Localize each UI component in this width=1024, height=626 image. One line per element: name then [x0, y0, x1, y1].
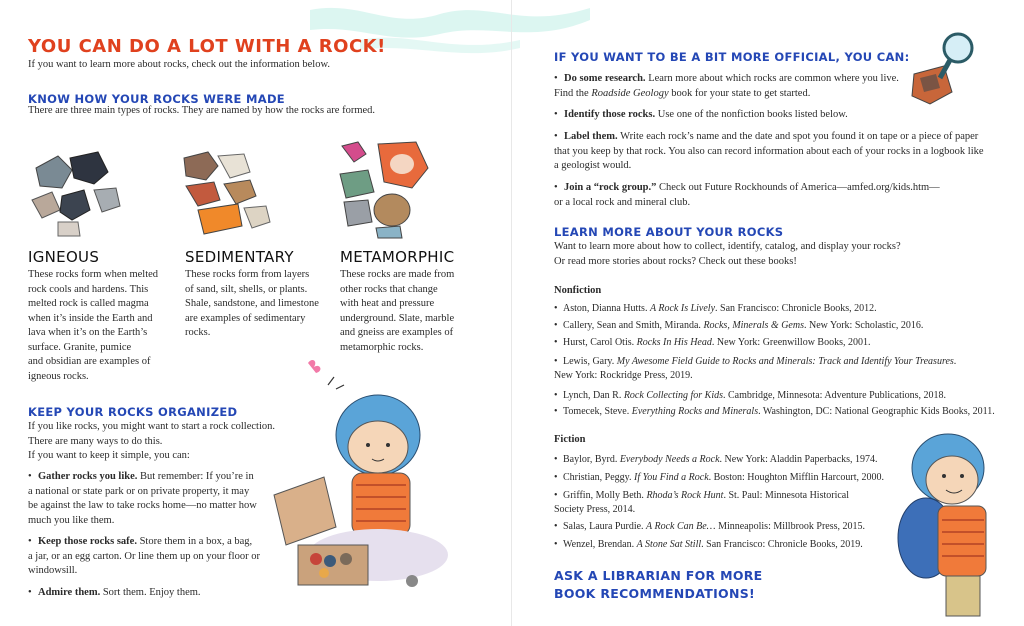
official-label: • Label them. Write each rock’s name and the date and spot you found it on tape or a piece of paper that you keep by that rock. You also can record information about each of your rocks in a logbook like a geologist would. — [554, 131, 984, 171]
fiction-ref: • Griffin, Molly Beth. Rhoda’s Rock Hunt. St. Paul: Minnesota Historical Society Press, 2014. — [554, 490, 850, 515]
organized-text: If you like rocks, you might want to start a rock collection. There are many ways to do this. If you want to keep it simple, you can: — [28, 421, 275, 461]
fiction-ref: • Wenzel, Brendan. A Stone Sat Still. San Francisco: Chronicle Books, 2019. — [554, 539, 863, 550]
nonfiction-ref: • Callery, Sean and Smith, Miranda. Rocks, Minerals & Gems. New York: Scholastic, 2016. — [554, 320, 924, 331]
child-with-rock-box-illustration — [268, 355, 458, 605]
tip-admire: • Admire them. Sort them. Enjoy them. — [28, 587, 201, 598]
learn-text: Want to learn more about how to collect, identify, catalog, and display your rocks? Or read more stories about rocks? Check out these books! — [554, 241, 901, 267]
fiction-label: Fiction — [554, 434, 586, 445]
page-title: YOU CAN DO A LOT WITH A ROCK! — [28, 36, 386, 57]
fiction-ref: • Salas, Laura Purdie. A Rock Can Be… Minneapolis: Millbrook Press, 2015. — [554, 521, 866, 532]
nonfiction-ref: • Lynch, Dan R. Rock Collecting for Kids. Cambridge, Minnesota: Adventure Publications, 2018. — [554, 390, 947, 401]
sedimentary-description: These rocks form from layers of sand, silt, shells, or plants. Shale, sandstone, and limestone are examples of sedimentary rocks. — [185, 269, 319, 338]
nonfiction-label: Nonfiction — [554, 285, 602, 296]
page-spine — [511, 0, 512, 626]
nonfiction-ref: • Aston, Dianna Hutts. A Rock Is Lively. San Francisco: Chronicle Books, 2012. — [554, 303, 877, 314]
organized-heading: KEEP YOUR ROCKS ORGANIZED — [28, 405, 238, 419]
sedimentary-rocks-illustration — [178, 148, 278, 240]
metamorphic-description: These rocks are made from other rocks that change with heat and pressure underground. Slate, marble and gneiss are examples of metamorphic rocks. — [340, 269, 455, 353]
nonfiction-ref: • Lewis, Gary. My Awesome Field Guide to Rocks and Minerals: Track and Identify Your Treasures. New York: Rockridge Press, 2019. — [554, 356, 957, 381]
magnifying-glass-rock-illustration — [900, 30, 990, 120]
child-with-backpack-illustration — [890, 428, 1010, 624]
know-heading: KNOW HOW YOUR ROCKS WERE MADE — [28, 92, 285, 106]
know-text: There are three main types of rocks. They are named by how the rocks are formed. — [28, 105, 376, 116]
official-identify: • Identify those rocks. Use one of the nonfiction books listed below. — [554, 109, 848, 120]
librarian-callout: ASK A LIBRARIAN FOR MORE BOOK RECOMMENDATIONS! — [554, 568, 763, 601]
official-join-group: • Join a “rock group.” Check out Future Rockhounds of America—amfed.org/kids.htm— or a local rock and mineral club. — [554, 182, 940, 208]
learn-heading: LEARN MORE ABOUT YOUR ROCKS — [554, 225, 784, 239]
fiction-ref: • Christian, Peggy. If You Find a Rock. Boston: Houghton Mifflin Harcourt, 2000. — [554, 472, 885, 483]
sedimentary-title: SEDIMENTARY — [185, 248, 294, 266]
igneous-rocks-illustration — [28, 148, 128, 240]
intro-text: If you want to learn more about rocks, check out the information below. — [28, 59, 330, 70]
nonfiction-ref: • Hurst, Carol Otis. Rocks In His Head. New York: Greenwillow Books, 2001. — [554, 337, 871, 348]
igneous-description: These rocks form when melted rock cools and hardens. This melted rock is called magma when it’s inside the Earth and lava when it’s on the Earth’s surface. Granite, pumice and obsidian are examples of igneous rocks. — [28, 269, 159, 382]
tip-keep-safe: • Keep those rocks safe. Store them in a box, a bag, a jar, or an egg carton. Or line them up on your floor or windowsill. — [28, 536, 260, 576]
official-research: • Do some research. Learn more about which rocks are common where you live. Find the Roadside Geology book for your state to get started. — [554, 73, 899, 99]
nonfiction-ref: • Tomecek, Steve. Everything Rocks and Minerals. Washington, DC: National Geographic Kids Books, 2011. — [554, 406, 995, 417]
igneous-title: IGNEOUS — [28, 248, 100, 266]
metamorphic-rocks-illustration — [338, 140, 438, 240]
official-heading: IF YOU WANT TO BE A BIT MORE OFFICIAL, YOU CAN: — [554, 50, 910, 64]
metamorphic-title: METAMORPHIC — [340, 248, 455, 266]
fiction-ref: • Baylor, Byrd. Everybody Needs a Rock. New York: Aladdin Paperbacks, 1974. — [554, 454, 878, 465]
tip-gather-rocks: • Gather rocks you like. But remember: If you’re in a national or state park or on private property, it may be against the law to take rocks home—no matter how much you like them. — [28, 471, 257, 526]
